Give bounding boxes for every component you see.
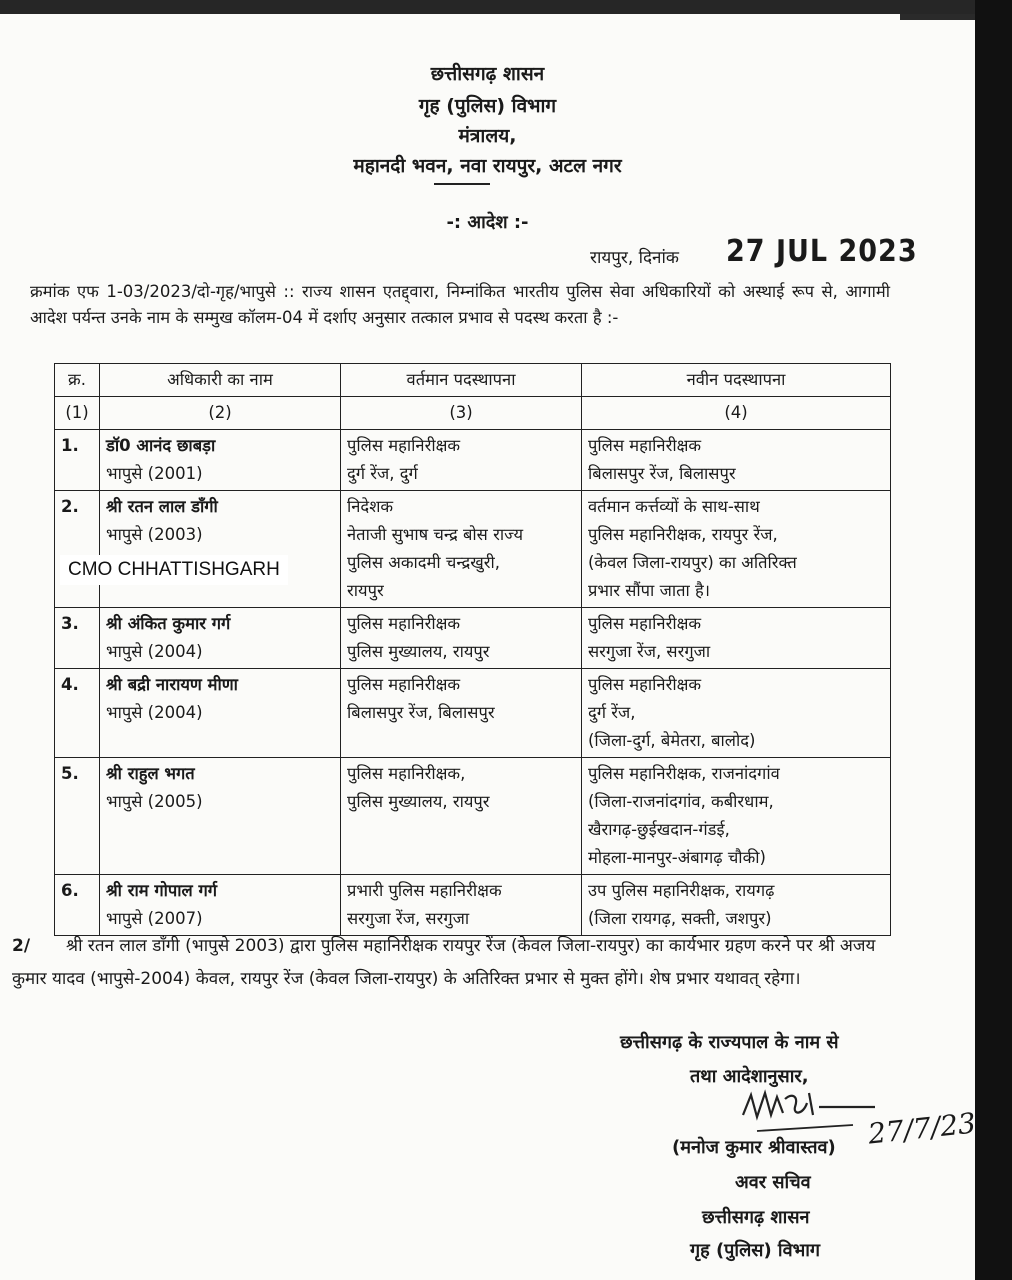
paragraph-number: 2/ xyxy=(12,936,31,956)
new-posting-cell xyxy=(582,669,891,758)
date-stamp: 27 JUL 2023 xyxy=(726,234,918,269)
current-posting-line: नेताजी सुभाष चन्द्र बोस राज्य xyxy=(347,525,524,544)
order-title: -: आदेश :- xyxy=(446,212,529,233)
officer-name: श्री राम गोपाल गर्ग xyxy=(106,881,218,900)
current-posting-line: पुलिस मुख्यालय, रायपुर xyxy=(347,642,490,661)
new-posting-line: प्रभार सौंपा जाता है। xyxy=(588,581,711,600)
current-posting-cell xyxy=(341,875,582,936)
row-sno: 1. xyxy=(55,430,100,491)
header-separator xyxy=(434,183,490,185)
row-sno: 2. xyxy=(55,491,100,608)
current-posting-cell xyxy=(341,491,582,608)
header-government: छत्तीसगढ़ शासन xyxy=(430,63,545,85)
officer-cell xyxy=(100,608,341,669)
col-number: (3) xyxy=(341,397,582,430)
signature-authority: छत्तीसगढ़ के राज्यपाल के नाम से xyxy=(620,1032,839,1053)
new-posting-line: (जिला रायगढ़, सक्ती, जशपुर) xyxy=(588,909,772,928)
current-posting-line: निदेशक xyxy=(347,497,394,516)
new-posting-line: खैरागढ़-छुईखदान-गंडई, xyxy=(588,820,730,839)
signatory-designation: अवर सचिव xyxy=(735,1172,811,1193)
watermark-label: CMO CHHATTISHGARH xyxy=(60,555,288,585)
officer-name: श्री अंकित कुमार गर्ग xyxy=(106,614,231,633)
signatory-name: (मनोज कुमार श्रीवास्तव) xyxy=(672,1137,836,1158)
handwritten-date: 27/7/23 xyxy=(866,1106,978,1151)
officer-name: श्री बद्री नारायण मीणा xyxy=(106,675,238,694)
current-posting-line: दुर्ग रेंज, दुर्ग xyxy=(347,464,418,483)
officer-name: डॉ0 आनंद छाबड़ा xyxy=(106,436,216,455)
intro-paragraph: क्रमांक एफ 1-03/2023/दो-गृह/भापुसे :: राज्य शासन एतद्द्वारा, निम्नांकित भारतीय पुलिस सेवा अधिकारियों को अस्थाई रूप से, आगामी आदेश पर्यन्त उनके नाम के सम्मुख कॉलम-04 में दर्शाए अनुसार तत्काल प्रभाव से पदस्थ करता है :- xyxy=(30,282,890,327)
officer-cell xyxy=(100,758,341,875)
header-address: महानदी भवन, नवा रायपुर, अटल नगर xyxy=(353,155,622,177)
officer-batch: भापुसे (2001) xyxy=(106,464,203,483)
current-posting-line: पुलिस महानिरीक्षक xyxy=(347,614,461,633)
row-sno: 5. xyxy=(55,758,100,875)
officer-name: श्री राहुल भगत xyxy=(106,764,195,783)
new-posting-cell xyxy=(582,430,891,491)
col-number: (2) xyxy=(100,397,341,430)
header-officer-name: अधिकारी का नाम xyxy=(100,364,341,397)
new-posting-line: पुलिस महानिरीक्षक xyxy=(588,675,702,694)
current-posting-line: पुलिस अकादमी चन्द्रखुरी, xyxy=(347,553,501,572)
new-posting-line: (केवल जिला-रायपुर) का अतिरिक्त xyxy=(588,553,797,572)
col-number: (1) xyxy=(55,397,100,430)
current-posting-line: पुलिस मुख्यालय, रायपुर xyxy=(347,792,490,811)
current-posting-line: पुलिस महानिरीक्षक xyxy=(347,436,461,455)
top-edge-corner xyxy=(900,14,975,20)
table-row xyxy=(55,430,891,491)
current-posting-cell xyxy=(341,758,582,875)
new-posting-line: मोहला-मानपुर-अंबागढ़ चौकी) xyxy=(588,848,766,867)
row-sno: 3. xyxy=(55,608,100,669)
table-row xyxy=(55,669,891,758)
new-posting-line: उप पुलिस महानिरीक्षक, रायगढ़ xyxy=(588,881,775,900)
table-row xyxy=(55,875,891,936)
officer-batch: भापुसे (2003) xyxy=(106,525,203,544)
current-posting-line: बिलासपुर रेंज, बिलासपुर xyxy=(347,703,495,722)
officer-batch: भापुसे (2005) xyxy=(106,792,203,811)
current-posting-line: सरगुजा रेंज, सरगुजा xyxy=(347,909,470,928)
paragraph-2 xyxy=(12,930,912,996)
current-posting-line: पुलिस महानिरीक्षक xyxy=(347,675,461,694)
date-label: रायपुर, दिनांक xyxy=(590,248,679,268)
new-posting-line: दुर्ग रेंज, xyxy=(588,703,636,722)
header-department: गृह (पुलिस) विभाग xyxy=(418,95,557,117)
row-sno: 6. xyxy=(55,875,100,936)
new-posting-cell xyxy=(582,875,891,936)
header-sno: क्र. xyxy=(55,364,100,397)
new-posting-line: पुलिस महानिरीक्षक, रायपुर रेंज, xyxy=(588,525,778,544)
header-ministry: मंत्रालय, xyxy=(458,125,517,147)
current-posting-cell xyxy=(341,669,582,758)
header-new-posting: नवीन पदस्थापना xyxy=(582,364,891,397)
officer-batch: भापुसे (2004) xyxy=(106,703,203,722)
table-row xyxy=(55,758,891,875)
header-current-posting: वर्तमान पदस्थापना xyxy=(341,364,582,397)
current-posting-line: रायपुर xyxy=(347,581,384,600)
right-edge xyxy=(975,0,1012,1280)
new-posting-cell xyxy=(582,491,891,608)
new-posting-line: बिलासपुर रेंज, बिलासपुर xyxy=(588,464,736,483)
signature-order-line: तथा आदेशानुसार, xyxy=(690,1066,809,1087)
new-posting-line: (जिला-राजनांदगांव, कबीरधाम, xyxy=(588,792,774,811)
officer-cell xyxy=(100,430,341,491)
col-number: (4) xyxy=(582,397,891,430)
signatory-department: गृह (पुलिस) विभाग xyxy=(690,1240,821,1261)
paragraph-text: श्री रतन लाल डाँगी (भापुसे 2003) द्वारा पुलिस महानिरीक्षक रायपुर रेंज (केवल जिला-रायपुर) का कार्यभार ग्रहण करने पर श्री अजय कुमार यादव (भापुसे-2004) केवल, रायपुर रेंज (केवल जिला-रायपुर) के अतिरिक्त प्रभार से मुक्त होंगे। शेष प्रभार यथावत् रहेगा। xyxy=(12,936,876,989)
current-posting-cell xyxy=(341,608,582,669)
signatory-org: छत्तीसगढ़ शासन xyxy=(702,1207,810,1228)
top-edge xyxy=(0,0,1012,14)
new-posting-line: पुलिस महानिरीक्षक, राजनांदगांव xyxy=(588,764,780,783)
current-posting-line: पुलिस महानिरीक्षक, xyxy=(347,764,466,783)
new-posting-line: पुलिस महानिरीक्षक xyxy=(588,436,702,455)
new-posting-line: (जिला-दुर्ग, बेमेतरा, बालोद) xyxy=(588,731,756,750)
officer-cell xyxy=(100,491,341,608)
table-row xyxy=(55,491,891,608)
officer-cell xyxy=(100,669,341,758)
officer-name: श्री रतन लाल डाँगी xyxy=(106,497,218,516)
officer-cell xyxy=(100,875,341,936)
row-sno: 4. xyxy=(55,669,100,758)
officer-batch: भापुसे (2007) xyxy=(106,909,203,928)
current-posting-line: प्रभारी पुलिस महानिरीक्षक xyxy=(347,881,502,900)
new-posting-line: सरगुजा रेंज, सरगुजा xyxy=(588,642,711,661)
table-row xyxy=(55,608,891,669)
current-posting-cell xyxy=(341,430,582,491)
postings-table xyxy=(54,363,891,936)
officer-batch: भापुसे (2004) xyxy=(106,642,203,661)
new-posting-line: पुलिस महानिरीक्षक xyxy=(588,614,702,633)
new-posting-cell xyxy=(582,758,891,875)
new-posting-cell xyxy=(582,608,891,669)
new-posting-line: वर्तमान कर्त्तव्यों के साथ-साथ xyxy=(588,497,760,516)
